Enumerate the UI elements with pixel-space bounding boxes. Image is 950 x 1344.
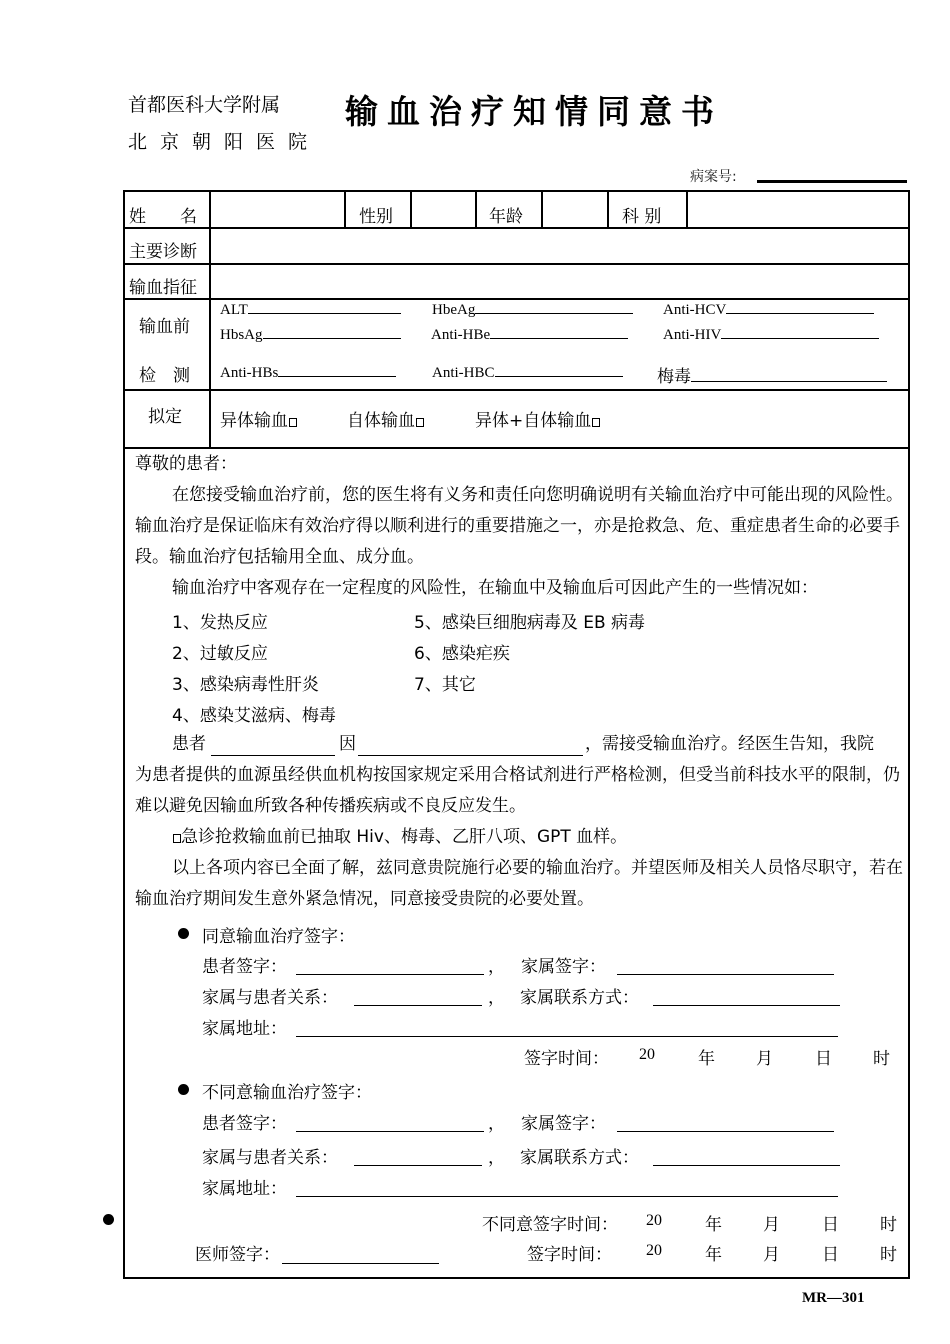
address-label: 家属地址： [202,1179,287,1199]
test-hbeag [432,302,633,319]
risk-item: 6、感染疟疾 [414,644,510,664]
paragraph-blood-source: 为患者提供的血源虽经供血机构按国家规定采用合格试剂进行严格检测，但受当前科技水平的限制，仍难以避免因输血所致各种传播疾病或不良反应发生。 [135,765,900,816]
pretest-label: 检 测 [139,366,190,386]
test-result-field[interactable] [691,381,887,382]
age-field[interactable] [545,194,603,225]
relation-field[interactable] [354,1165,482,1166]
month-label: 月 [756,1049,773,1069]
disagree-time-label: 不同意签字时间： [482,1215,618,1235]
plan-option-autologous[interactable] [347,406,424,431]
test-result-field[interactable] [490,338,628,339]
case-number-field[interactable] [757,180,907,183]
form-code: MR—301 [802,1290,865,1306]
test-result-field[interactable] [278,376,396,377]
test-label: HbeAg [432,302,476,318]
comma: ， [488,1148,505,1168]
indication-label: 输血指征 [129,278,197,298]
diagnosis-label: 主要诊断 [129,242,197,262]
test-label: Anti-HCV [663,302,727,318]
table-divider [686,190,688,228]
hour-label: 时 [880,1245,897,1265]
test-hbsag [220,327,401,344]
risk-item: 7、其它 [414,675,476,695]
month-label: 月 [763,1215,780,1235]
risk-item: 3、感染病毒性肝炎 [172,675,319,695]
pretest-label: 输血前 [139,317,190,337]
bullet-icon [103,1214,114,1225]
test-result-field[interactable] [726,313,874,314]
table-divider [123,389,910,391]
comma: ， [488,988,505,1008]
family-sign-label: 家属签字： [521,957,606,977]
plan-label: 拟定 [148,407,182,427]
test-label: Anti-HBC [432,365,495,381]
contact-label: 家属联系方式： [520,988,639,1008]
hour-label: 时 [880,1215,897,1235]
patient-name-field[interactable] [211,755,335,756]
test-alt [220,302,401,319]
test-syphilis [657,362,887,387]
hour-label: 时 [873,1049,890,1069]
month-label: 月 [763,1245,780,1265]
test-result-field[interactable] [721,338,879,339]
family-signature-field[interactable] [617,974,834,975]
year-label: 年 [705,1245,722,1265]
relation-label: 家属与患者关系： [202,1148,338,1168]
doctor-signature-field[interactable] [282,1263,439,1264]
contact-field[interactable] [653,1165,840,1166]
bullet-icon [178,928,189,939]
address-field[interactable] [296,1036,838,1037]
hospital-name-line2: 北京朝阳医院 [128,131,321,153]
contact-label: 家属联系方式： [520,1148,639,1168]
table-divider [123,263,910,265]
test-label: 梅毒 [657,367,691,386]
plan-option-allogeneic[interactable] [220,406,297,431]
test-result-field[interactable] [495,376,623,377]
family-sign-label: 家属签字： [521,1114,606,1134]
bullet-icon [178,1084,189,1095]
plan-option-combined[interactable] [475,406,600,431]
table-divider [541,190,543,228]
greeting: 尊敬的患者： [135,454,237,474]
test-label: ALT [220,302,248,318]
checkbox[interactable] [592,418,600,427]
table-divider [123,227,910,229]
gender-label: 性别 [359,207,393,227]
table-divider [344,190,346,228]
sign-time-label: 签字时间： [527,1245,612,1265]
table-divider [607,190,609,228]
patient-signature-field[interactable] [296,1131,484,1132]
department-field[interactable] [690,194,905,225]
checkbox[interactable] [416,418,424,427]
agree-title: 同意输血治疗签字： [202,927,355,947]
paragraph-risk-list-intro: 输血治疗中客观存在一定程度的风险性，在输血中及输血后可因此产生的一些情况如： [172,578,818,598]
doctor-sign-label: 医师签字： [195,1245,280,1265]
hospital-name-line1: 首都医科大学附属 [128,94,281,116]
year-prefix[interactable]: 20 [639,1046,655,1063]
emergency-note-text: 急诊抢救输血前已抽取 Hiv、梅毒、乙肝八项、GPT 血样。 [181,827,628,847]
indication-field[interactable] [213,266,906,296]
table-divider [123,298,910,300]
comma: ， [488,957,505,977]
risk-item: 5、感染巨细胞病毒及 EB 病毒 [414,613,646,633]
test-label: Anti-HIV [663,327,722,343]
checkbox[interactable] [173,834,181,843]
day-label: 日 [822,1215,839,1235]
checkbox[interactable] [289,418,297,427]
test-result-field[interactable] [475,313,633,314]
year-label: 年 [698,1049,715,1069]
age-label: 年龄 [489,207,523,227]
gender-field[interactable] [414,194,472,225]
because-label: 因 [339,734,356,754]
table-divider [209,190,211,448]
year-prefix[interactable]: 20 [646,1242,662,1259]
comma: ， [488,1114,505,1134]
reason-field[interactable] [358,755,583,756]
risk-item: 4、感染艾滋病、梅毒 [172,706,336,726]
department-label: 科 别 [622,207,662,227]
patient-sign-label: 患者签字： [202,957,287,977]
paragraph-risk-intro: 在您接受输血治疗前，您的医生将有义务和责任向您明确说明有关输血治疗中可能出现的风险性。输血治疗是保证临床有效治疗得以顺利进行的重要措施之一，亦是抢救急、危、重症患者生命的必要手段。输血治疗包括输用全血、成分血。 [135,485,903,567]
plan-option-label: 异体输血 [220,411,288,431]
address-label: 家属地址： [202,1019,287,1039]
relation-label: 家属与患者关系： [202,988,338,1008]
disagree-title: 不同意输血治疗签字： [202,1083,372,1103]
test-anti-hiv [663,327,879,344]
name-label: 姓 名 [129,207,197,227]
emergency-note [172,822,627,853]
test-label: Anti-HBs [220,365,279,381]
notice-tail: ，需接受输血治疗。经医生告知，我院 [585,734,874,754]
day-label: 日 [815,1049,832,1069]
paragraph-consent: 以上各项内容已全面了解，兹同意贵院施行必要的输血治疗。并望医师及相关人员恪尽职守，若在输血治疗期间发生意外紧急情况，同意接受贵院的必要处置。 [135,858,903,909]
sign-time-label: 签字时间： [524,1049,609,1069]
risk-item: 2、过敏反应 [172,644,268,664]
patient-signature-field[interactable] [296,974,484,975]
test-result-field[interactable] [248,313,401,314]
test-result-field[interactable] [263,338,401,339]
contact-field[interactable] [653,1005,840,1006]
diagnosis-field[interactable] [213,230,906,261]
name-field[interactable] [213,194,341,225]
test-anti-hcv [663,302,874,319]
patient-sign-label: 患者签字： [202,1114,287,1134]
day-label: 日 [822,1245,839,1265]
table-divider [123,447,910,449]
test-label: Anti-HBe [431,327,491,343]
test-anti-hbc [432,365,623,382]
family-signature-field[interactable] [617,1131,834,1132]
address-field[interactable] [296,1196,838,1197]
test-label: HbsAg [220,327,263,343]
test-anti-hbs [220,365,396,382]
table-divider [410,190,412,228]
year-prefix[interactable]: 20 [646,1212,662,1229]
plan-option-label: 异体+自体输血 [475,411,592,431]
patient-label: 患者 [172,734,206,754]
table-divider [475,190,477,228]
risk-item: 1、发热反应 [172,613,268,633]
relation-field[interactable] [354,1005,482,1006]
page-title: 输血治疗知情同意书 [345,92,723,131]
test-anti-hbe [431,327,628,344]
year-label: 年 [705,1215,722,1235]
plan-option-label: 自体输血 [347,411,415,431]
case-number-label: 病案号: [690,169,737,185]
